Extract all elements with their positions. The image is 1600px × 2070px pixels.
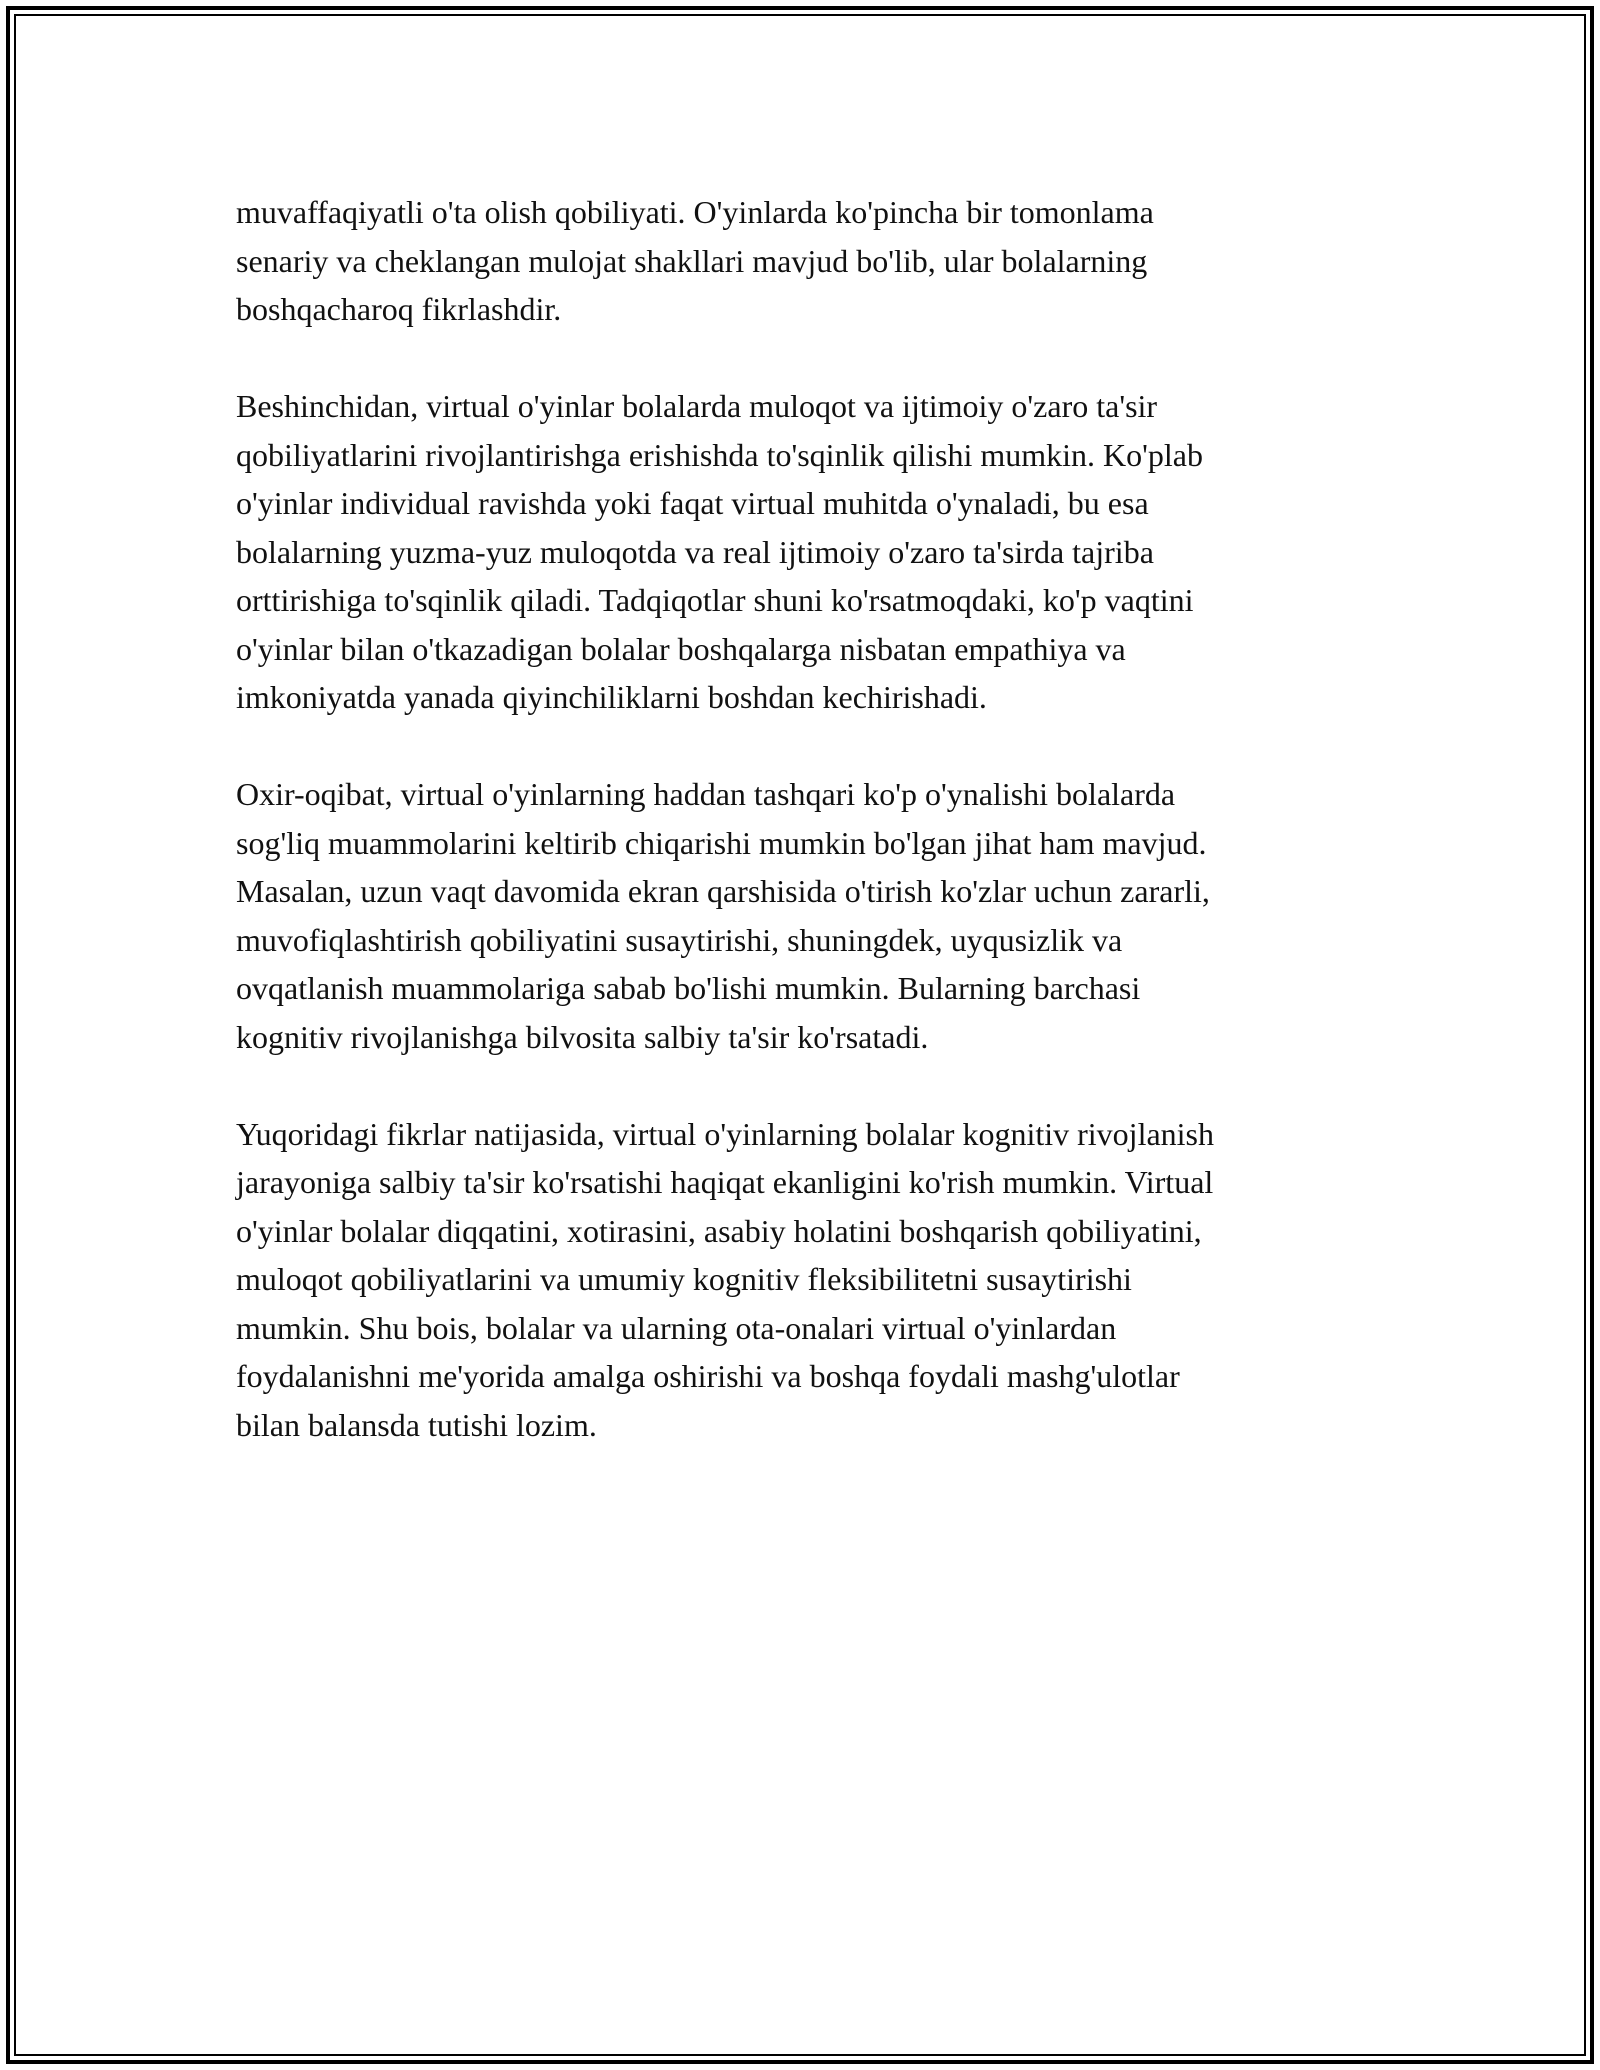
page-content: [236, 188, 1366, 1498]
paragraph-3: Oxir-oqibat, virtual o'yinlarning haddan tashqari ko'p o'ynalishi bolalarda sog'liq muammolarini keltirib chiqarishi mumkin bo'lgan jihat ham mavjud. Masalan, uzun vaqt davomida ekran qarshisida o'tirish ko'zlar uchun zararli, muvofiqlashtirish qobiliyatini susaytirishi, shuningdek, uyqusizlik va ovqatlanish muammolariga sabab bo'lishi mumkin. Bularning barchasi kognitiv rivojlanishga bilvosita salbiy ta'sir ko'rsatadi.: [236, 776, 1210, 1055]
paragraph-2: Beshinchidan, virtual o'yinlar bolalarda muloqot va ijtimoiy o'zaro ta'sir qobiliyatlarini rivojlantirishga erishishda to'sqinlik qilishi mumkin. Ko'plab o'yinlar individual ravishda yoki faqat virtual muhitda o'ynaladi, bu esa bolalarning yuzma-yuz muloqotda va real ijtimoiy o'zaro ta'sirda tajriba orttirishiga to'sqinlik qiladi. Tadqiqotlar shuni ko'rsatmoqdaki, ko'p vaqtini o'yinlar bilan o'tkazadigan bolalar boshqalarga nisbatan empathiya va imkoniyatda yanada qiyinchiliklarni boshdan kechirishadi.: [236, 388, 1203, 715]
paragraph-4: Yuqoridagi fikrlar natijasida, virtual o'yinlarning bolalar kognitiv rivojlanish jarayoniga salbiy ta'sir ko'rsatishi haqiqat ekanligini ko'rish mumkin. Virtual o'yinlar bolalar diqqatini, xotirasini, asabiy holatini boshqarish qobiliyatini, muloqot qobiliyatlarini va umumiy kognitiv fleksibilitetni susaytirishi mumkin. Shu bois, bolalar va ularning ota-onalari virtual o'yinlardan foydalanishni me'yorida amalga oshirishi va boshqa foydali mashg'ulotlar bilan balansda tutishi lozim.: [236, 1115, 1214, 1443]
paragraph-1: muvaffaqiyatli o'ta olish qobiliyati. O'yinlarda ko'pincha bir tomonlama senariy va cheklangan mulojat shakllari mavjud bo'lib, ular bolalarning boshqacharoq fikrlashdir.: [236, 194, 1154, 327]
